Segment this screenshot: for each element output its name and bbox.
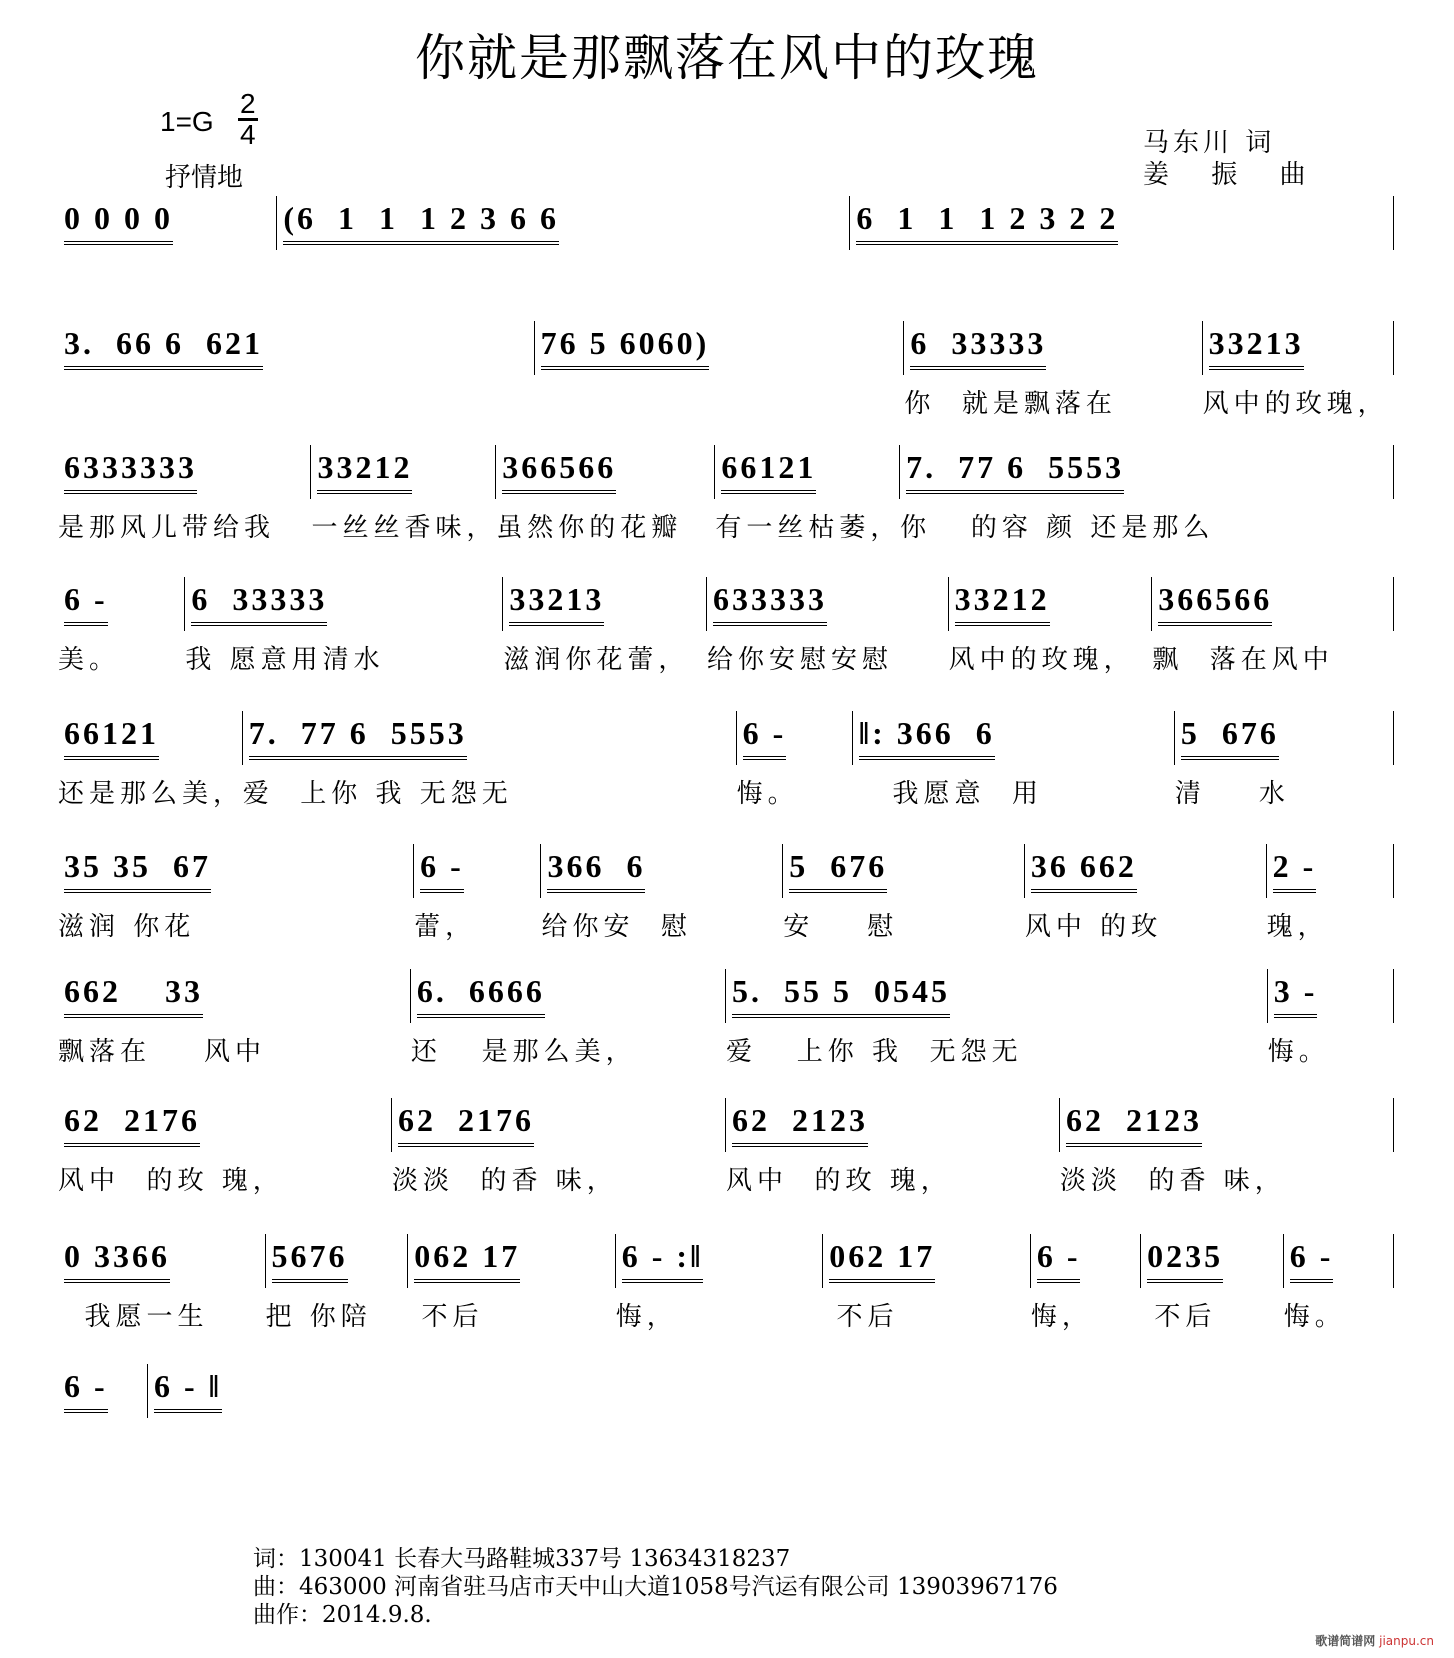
measure-lyrics: 把 你陪: [265, 1302, 372, 1332]
measure-notes: 5676: [272, 1234, 348, 1283]
footer-composer-address: 曲：463000 河南省驻马店市天中山大道1058号汽运有限公司 13903967176: [253, 1574, 1058, 1600]
measure-notes: 0235: [1147, 1234, 1223, 1283]
measure-notes: 6 -: [64, 1364, 108, 1413]
measure: [58, 1234, 266, 1332]
measure-lyrics: 滋润你花蕾，: [503, 645, 690, 675]
key-signature: 1=G: [160, 106, 214, 137]
measure: [414, 844, 541, 942]
measure-notes: 6. 6666: [417, 969, 545, 1018]
measure-lyrics: 风中的玫瑰，: [948, 645, 1135, 675]
measure: [852, 711, 1175, 809]
measure-lyrics: 虽然你的花瓣: [496, 513, 683, 543]
measure-notes: 5. 55 5 0545: [732, 969, 950, 1018]
tempo-marking: 抒情地: [165, 163, 244, 193]
measure-notes: (6 1 1 1 2 3 6 6: [283, 196, 559, 245]
measure-lyrics: 不后: [1141, 1302, 1217, 1332]
measure-lyrics: 飘落在 风中: [58, 1037, 267, 1067]
measure-notes: 36 662: [1031, 844, 1137, 893]
measure: [58, 445, 311, 543]
measure: [58, 1364, 148, 1418]
measure: [58, 577, 185, 675]
measure: [948, 577, 1153, 675]
measure-notes: 366566: [1158, 577, 1272, 626]
measure-notes: 6 1 1 1 2 3 2 2: [856, 196, 1118, 245]
watermark-text: 歌谱简谱网: [1315, 1634, 1376, 1648]
measure: [904, 321, 1202, 419]
measure-notes: 062 17: [414, 1234, 520, 1283]
measure: [1202, 321, 1394, 419]
measure-lyrics: 我愿一生: [58, 1302, 209, 1332]
score-system: [58, 321, 1394, 419]
measure-notes: 33213: [1209, 321, 1304, 370]
measure-notes: 6 -: [420, 844, 464, 893]
score-system: [58, 844, 1394, 942]
measure: [58, 844, 414, 942]
measure: [615, 1234, 824, 1332]
measure-lyrics: 不后: [823, 1302, 899, 1332]
measure: [783, 844, 1025, 942]
watermark-site: jianpu.cn: [1379, 1634, 1434, 1648]
measure: [503, 577, 707, 675]
watermark: [1315, 1632, 1434, 1649]
measure-notes: 6 33333: [191, 577, 327, 626]
measure-notes: 6 -: [743, 711, 787, 760]
measure-notes: 5 676: [789, 844, 887, 893]
measure-lyrics: 还 是那么美，: [410, 1037, 637, 1067]
measure-lyrics: 还是那么美，: [58, 779, 245, 809]
measure-lyrics: 风中的玫瑰，: [1202, 389, 1389, 419]
measure-notes: 0 3366: [64, 1234, 170, 1283]
measure-lyrics: 悔。: [1267, 1037, 1330, 1067]
measure-notes: 62 2123: [1066, 1098, 1202, 1147]
measure-notes: 6333333: [64, 445, 197, 494]
measure-lyrics: 瑰，: [1266, 912, 1329, 942]
measure: [850, 196, 1394, 250]
measure-lyrics: 给你安 慰: [541, 912, 692, 942]
measure: [541, 844, 783, 942]
measure: [1152, 577, 1394, 675]
measure-lyrics: 爱 上你 我 无怨无: [726, 1037, 1023, 1067]
measure-notes: 7. 77 6 5553: [249, 711, 467, 760]
measure: [496, 445, 715, 543]
measure: [408, 1234, 616, 1332]
measure: [277, 196, 850, 250]
score-system: [58, 1364, 238, 1418]
measure-lyrics: 淡淡 的香 味，: [392, 1166, 618, 1196]
measure-lyrics: 悔。: [1283, 1302, 1346, 1332]
measure: [1141, 1234, 1284, 1332]
measure-notes: 366566: [502, 445, 616, 494]
measure: [1030, 1234, 1141, 1332]
measure: [58, 1098, 392, 1196]
score-system: [58, 577, 1394, 675]
measure-lyrics: 你 就是飘落在: [904, 389, 1117, 419]
measure: [58, 196, 277, 250]
measure: [58, 969, 411, 1067]
measure: [185, 577, 503, 675]
measure-notes: 35 35 67: [64, 844, 211, 893]
measure-notes: 2 -: [1273, 844, 1317, 893]
measure-lyrics: 是那风儿带给我: [58, 513, 276, 543]
measure: [715, 445, 902, 543]
measure-lyrics: 爱 上你 我 无怨无: [242, 779, 513, 809]
score-system: [58, 1234, 1394, 1332]
time-signature: [238, 90, 258, 149]
score-system: [58, 445, 1394, 543]
score-system: [58, 196, 1394, 250]
measure-notes: 6 -: [1290, 1234, 1334, 1283]
measure-lyrics: 风中 的玫 瑰，: [726, 1166, 952, 1196]
measure-notes: 366 6: [547, 844, 645, 893]
measure-notes: 6 - :‖: [622, 1234, 704, 1283]
measure: [1266, 844, 1394, 942]
measure-notes: 76 5 6060): [541, 321, 710, 370]
measure-lyrics: 我愿意 用: [852, 779, 1044, 809]
score-system: [58, 1098, 1394, 1196]
measure-notes: 633333: [713, 577, 827, 626]
measure-lyrics: 我 愿意用清水: [185, 645, 385, 675]
measure-lyrics: 风中 的玫: [1024, 912, 1163, 942]
measure: [823, 1234, 1031, 1332]
measure-notes: ‖: 366 6: [859, 711, 995, 760]
measure: [392, 1098, 726, 1196]
measure-notes: 0 0 0 0: [64, 196, 173, 245]
time-signature-bottom: 4: [240, 119, 256, 150]
measure-lyrics: 蕾，: [414, 912, 477, 942]
measure-lyrics: 清 水: [1174, 779, 1290, 809]
measure-lyrics: 悔，: [615, 1302, 678, 1332]
measure-notes: 6 - ‖: [154, 1364, 222, 1413]
measure: [58, 711, 245, 809]
measure-lyrics: 淡淡 的香 味，: [1060, 1166, 1286, 1196]
measure: [148, 1364, 238, 1418]
measure-lyrics: 飘 落在风中: [1152, 645, 1334, 675]
measure-notes: 6 -: [64, 577, 108, 626]
measure: [535, 321, 905, 375]
measure-notes: 62 2176: [64, 1098, 200, 1147]
composer-credit: 姜 振 曲: [1143, 160, 1323, 190]
measure-lyrics: 悔，: [1030, 1302, 1093, 1332]
measure-notes: 6 -: [1037, 1234, 1081, 1283]
measure-lyrics: 安 慰: [783, 912, 899, 942]
measure: [736, 711, 853, 809]
measure-notes: 3 -: [1274, 969, 1318, 1018]
measure-lyrics: 美。: [58, 645, 121, 675]
measure: [311, 445, 498, 543]
measure-lyrics: 给你安慰安慰: [706, 645, 893, 675]
measure: [265, 1234, 409, 1332]
measure-notes: 7. 77 6 5553: [906, 445, 1124, 494]
measure-notes: 6 33333: [910, 321, 1046, 370]
song-title: 你就是那飘落在风中的玫瑰: [415, 29, 1039, 87]
measure: [706, 577, 949, 675]
measure: [58, 321, 535, 375]
measure-notes: 662 33: [64, 969, 203, 1018]
measure-notes: 62 2176: [398, 1098, 534, 1147]
lyricist-credit: 马东川 词: [1143, 128, 1276, 158]
measure-notes: 062 17: [829, 1234, 935, 1283]
measure-lyrics: 不后: [408, 1302, 484, 1332]
score-system: [58, 969, 1394, 1067]
footer-date: 曲作：2014.9.8.: [253, 1602, 432, 1628]
score-system: [58, 711, 1394, 809]
measure: [410, 969, 726, 1067]
measure-lyrics: 一丝丝香味，: [311, 513, 498, 543]
measure-notes: 33212: [955, 577, 1050, 626]
measure-notes: 5 676: [1181, 711, 1279, 760]
measure-notes: 33212: [317, 445, 412, 494]
measure: [1060, 1098, 1394, 1196]
measure: [726, 1098, 1060, 1196]
measure: [1174, 711, 1394, 809]
measure-notes: 66121: [721, 445, 816, 494]
footer-lyricist-address: 词：130041 长春大马路鞋城337号 13634318237: [253, 1546, 791, 1572]
measure: [900, 445, 1394, 543]
measure: [1267, 969, 1394, 1067]
measure-lyrics: 悔。: [736, 779, 799, 809]
measure-lyrics: 有一丝枯萎，: [715, 513, 902, 543]
measure: [1283, 1234, 1394, 1332]
measure: [242, 711, 737, 809]
measure-notes: 62 2123: [732, 1098, 868, 1147]
time-signature-top: 2: [240, 88, 256, 119]
measure-notes: 66121: [64, 711, 159, 760]
measure-lyrics: 你 的容 颜 还是那么: [900, 513, 1215, 543]
measure: [1024, 844, 1267, 942]
measure: [726, 969, 1268, 1067]
measure-notes: 33213: [509, 577, 604, 626]
measure-lyrics: 风中 的玫 瑰，: [58, 1166, 284, 1196]
measure-notes: 3. 66 6 621: [64, 321, 263, 370]
measure-lyrics: 滋润 你花: [58, 912, 196, 942]
